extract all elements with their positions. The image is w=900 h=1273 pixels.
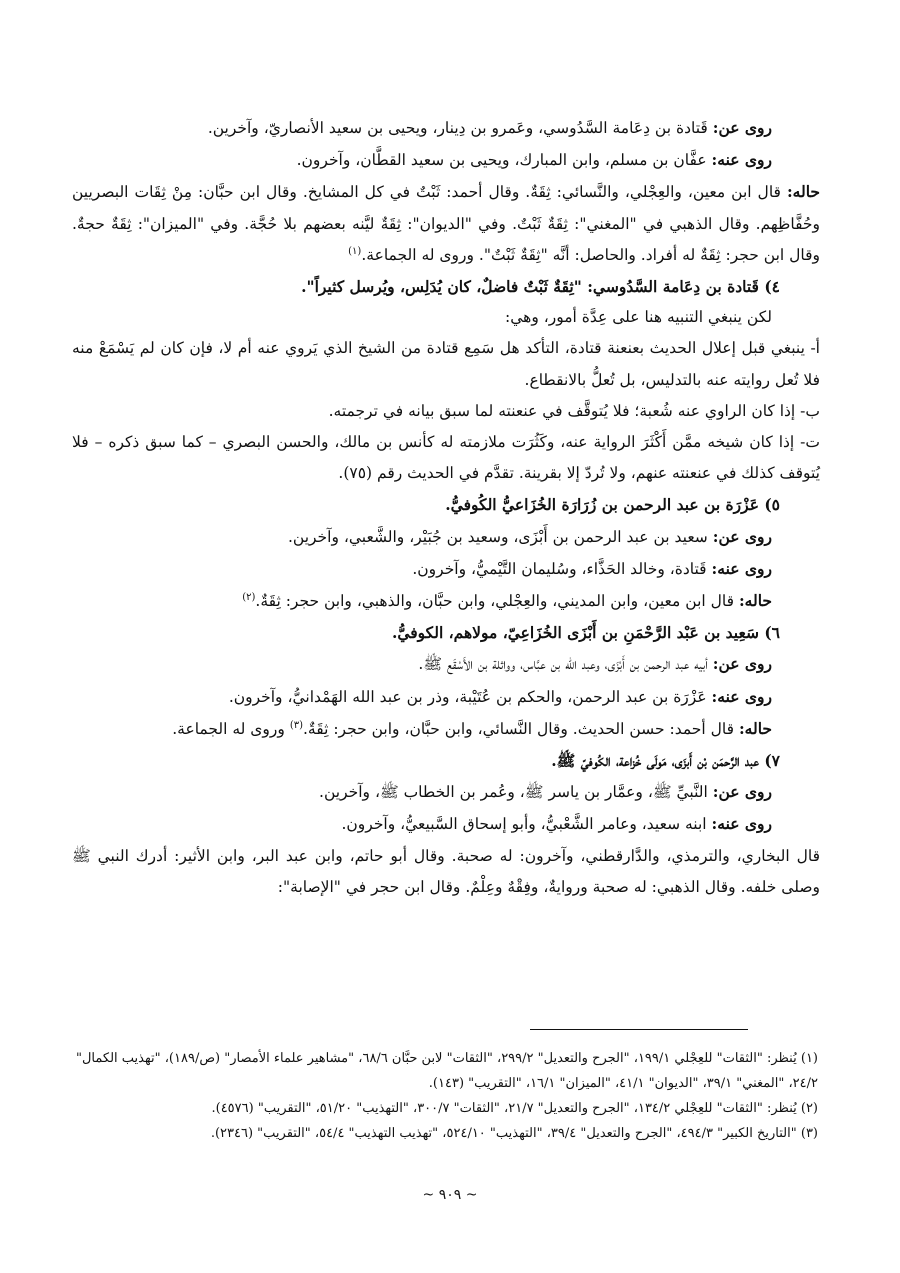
main-text — [72, 112, 820, 903]
narrated-by — [72, 144, 820, 176]
footnote-ref: (٣) — [289, 719, 303, 731]
narrated-from-text: سعيد بن عبد الرحمن بن أَبْزَى، وسعيد بن جُبَيْر، والشَّعبي، وآخرين. — [287, 527, 713, 546]
narrated-from-text: النَّبيِّ ﷺ، وعمَّار بن ياسر ﷺ، وعُمر بن الخطاب ﷺ، وآخرين. — [319, 783, 713, 802]
narrated-from-label: روى عن: — [712, 782, 772, 802]
narrated-from-text: أبيه عبد الرحمن بن أَبْزَى، وعبد الله بن عبَّاس، وواثلة بن الأَسْقَع ﷺ. — [418, 655, 713, 674]
footnote-ref: (٢) — [242, 591, 256, 603]
footnote-3: (٣) "التاريخ الكبير" ٤٩٤/٣، "الجرح والتعديل" ٣٩/٤، "التهذيب" ٥٢٤/١٠، "تهذيب التهذيب" ٥٤/٤، "التقريب" (٢٣٤٦). — [210, 1126, 818, 1141]
narrated-by-label: روى عنه: — [711, 686, 772, 706]
footnotes — [76, 1046, 818, 1146]
narrator-heading-6: ٦) سَعِيد بن عَبْد الرَّحْمَنِ بن أَبْزَى الخُزَاعِيّ، مولاهم، الكوفيُّ. — [391, 623, 780, 643]
status-label: حاله: — [786, 182, 820, 202]
narrated-from — [72, 776, 820, 808]
narrator-heading-7: ٧) عبد الرَّحمَن بْن أَبزَى، مَولَى خُزاعة، الكُوفيّ ﷺ. — [551, 751, 780, 771]
status-text-after: وروى له الجماعة. — [172, 719, 290, 738]
page-number: ~ ٩٠٩ ~ — [422, 1187, 478, 1203]
companionship-paragraph: قال البخاري، والترمذي، والدَّارقطني، وآخرون: له صحبة. وقال أبو حاتم، وابن عبد البر، وابن الأثير: أدرك النبي ﷺ وصلى خلفه. وقال الذهبي: له صحبة وروايةٌ، وفِقْهٌ وعِلْمٌ. وقال ابن حجر في "الإصابة": — [72, 846, 820, 896]
narrated-by-label: روى عنه: — [711, 150, 772, 170]
narrated-by-text: ابنه سعيد، وعامر الشَّعْبيُّ، وأبو إسحاق السَّبيعيُّ، وآخرون. — [341, 815, 712, 834]
narrated-by-text: قَتادة، وخالد الحَذَّاء، وسُليمان التَّيْميُّ، وآخرون. — [412, 559, 712, 578]
footnote-ref: (١) — [348, 245, 362, 257]
narrated-by-label: روى عنه: — [711, 814, 772, 834]
note-item-b: ب- إذا كان الراوي عنه شُعبة؛ فلا يُتوقَّف في عنعنته لما سبق بيانه في ترجمته. — [328, 401, 820, 420]
narrator-heading-5: ٥) عَزْرَة بن عبد الرحمن بن زُرَارَة الخُزَاعيُّ الكُوفيُّ. — [445, 495, 780, 515]
narrated-by-label: روى عنه: — [711, 558, 772, 578]
footnote-divider — [530, 1029, 748, 1030]
status-paragraph — [72, 585, 820, 617]
narrated-by — [72, 553, 820, 585]
narrated-from — [72, 112, 820, 144]
note-item-c: ت- إذا كان شيخه ممَّن أَكْثَرَ الرواية عنه، وكَثُرَت ملازمته له كأنس بن مالك، والحسن البصري – كما سبق ذكره – فلا يُتوقف كذلك في عنعنته عنهم، ولا تُردّ إلا بقرينة. تقدَّم في الحديث رقم (٧٥). — [72, 433, 820, 483]
narrated-from — [72, 648, 820, 680]
narrated-by-text: عفَّان بن مسلم، وابن المبارك، ويحيى بن سعيد القطَّان، وآخرون. — [296, 151, 712, 170]
narrated-from-label: روى عن: — [712, 526, 772, 546]
note-item-a: أ- ينبغي قبل إعلال الحديث بعنعنة قتادة، التأكد هل سَمِع قتادة من الشيخ الذي يَروي عنه أم لا، فإن كان لم يَسْمَعْ منه فلا تُعل روايته عنه بالتدليس، بل تُعلُّ بالانقطاع. — [72, 339, 820, 389]
narrated-by-text: عَزْرَة بن عبد الرحمن، والحكم بن عُتَيْبة، وذر بن عبد الله الهَمْدانيُّ، وآخرون. — [228, 687, 712, 706]
narrator-heading-4: ٤) قَتادة بن دِعَامة السَّدُوسي: "ثِقَةٌ ثَبْتٌ فاضلٌ، كان يُدَلِس، ويُرسل كثيراً". — [301, 277, 780, 297]
narrated-by — [72, 808, 820, 840]
narrated-from-label: روى عن: — [712, 654, 772, 674]
narrated-from — [72, 521, 820, 553]
status-label: حاله: — [738, 718, 772, 738]
note-intro: لكن ينبغي التنبيه هنا على عِدَّة أمور، وهي: — [505, 308, 772, 327]
footnote-1: (١) يُنظر: "الثقات" للعِجْلي ١٩٩/١، "الجرح والتعديل" ٢٩٩/٢، "الثقات" لابن حبَّان ٦٨/٦، "مشاهير علماء الأمصار" (ص/١٨٩)، "تهذيب الكمال" ٢٤/٢، "المغني" ٣٩/١، "الديوان" ٤١/١، "الميزان" ١٦/١، "التقريب" (١٤٣). — [76, 1051, 818, 1091]
status-text: قال ابن معين، وابن المديني، والعِجْلي، وابن حبَّان، والذهبي، وابن حجر: ثِقَةٌ. — [255, 592, 739, 611]
status-text: قال أحمد: حسن الحديث. وقال النَّسائي، وابن حبَّان، وابن حجر: ثِقَةٌ. — [303, 719, 739, 738]
status-label: حاله: — [738, 591, 772, 611]
footnote-2: (٢) يُنظر: "الثقات" للعِجْلي ١٣٤/٢، "الجرح والتعديل" ٢١/٧، "الثقات" ٣٠٠/٧، "التهذيب" ٥١/٢٠، "التقريب" (٤٥٧٦). — [211, 1101, 818, 1116]
status-text: قال ابن معين، والعِجْلي، والنَّسائي: ثِقَةٌ. وقال أحمد: ثَبْتٌ في كل المشايخ. وقال ابن حبَّان: مِنْ ثِقَات البصريين وحُفَّاظِهم. وقال الذهبي في "المغني": ثِقَةٌ ثَبْتٌ. وفي "الديوان": ثِقَةٌ ليَّنه بعضهم بلا حُجَّة. وفي "الميزان": ثِقَةٌ حجةٌ. وقال ابن حجر: ثِقَةٌ له أفراد. والحاصل: أنَّه "ثِقَةٌ ثَبْتٌ". وروى له الجماعة. — [72, 183, 820, 264]
narrated-by — [72, 681, 820, 713]
narrated-from-label: روى عن: — [712, 118, 772, 137]
narrated-from-text: قَتادة بن دِعَامة السَّدُوسي، وعَمرو بن دِينار، ويحيى بن سعيد الأنصاريّ، وآخرين. — [207, 119, 713, 137]
status-paragraph — [72, 713, 820, 745]
status-paragraph — [72, 176, 820, 271]
